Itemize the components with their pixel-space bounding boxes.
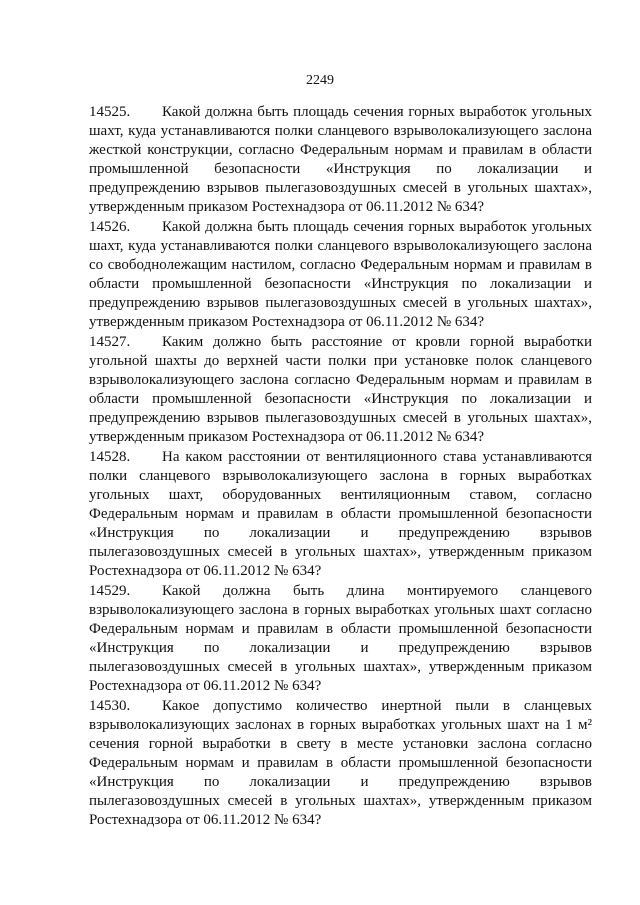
question-14526 xyxy=(89,218,592,332)
question-14528 xyxy=(89,448,592,581)
question-text: Какой должна быть площадь сечения горных выработок угольных шахт, куда устанавливаются полки сланцевого взрыволокализующего заслона жесткой конструкции, согласно Федеральным нормам и правилам в области промышленной безопасности «Инструкция по локализации и предупреждению взрывов пылегазовоздушных смесей в угольных шахтах», утвержденным приказом Ростехнадзора от 06.11.2012 № 634? xyxy=(89,104,592,215)
question-14525 xyxy=(89,103,592,217)
question-number: 14527. xyxy=(89,334,131,350)
question-number: 14529. xyxy=(89,583,131,599)
question-number: 14525. xyxy=(89,104,131,120)
question-text: На каком расстоянии от вентиляционного става устанавливаются полки сланцевого взрыволокализующего заслона в горных выработках угольных шахт, оборудованных вентиляционным ставом, согласно Федеральным нормам и правилам в области промышленной безопасности «Инструкция по локализации и предупреждению взрывов пылегазовоздушных смесей в угольных шахтах», утвержденным приказом Ростехнадзора от 06.11.2012 № 634? xyxy=(89,449,592,579)
question-14529 xyxy=(89,582,592,696)
page-number: 2249 xyxy=(306,73,334,88)
question-14527 xyxy=(89,333,592,447)
question-14530 xyxy=(89,697,592,830)
question-number: 14528. xyxy=(89,449,131,465)
question-number: 14530. xyxy=(89,698,131,714)
question-text: Какой должна быть длина монтируемого сланцевого взрыволокализующего заслона в горных выработках угольных шахт согласно Федеральным нормам и правилам в области промышленной безопасности «Инструкция по локализации и предупреждению взрывов пылегазовоздушных смесей в угольных шахтах», утвержденным приказом Ростехнадзора от 06.11.2012 № 634? xyxy=(89,583,592,694)
question-number: 14526. xyxy=(89,219,131,235)
question-text: Какое допустимо количество инертной пыли в сланцевых взрыволокализующих заслонах в горных выработках угольных шахт на 1 м² сечения горной выработки в свету в месте установки заслона согласно Федеральным нормам и правилам в области промышленной безопасности «Инструкция по локализации и предупреждению взрывов пылегазовоздушных смесей в угольных шахтах», утвержденным приказом Ростехнадзора от 06.11.2012 № 634? xyxy=(89,698,592,828)
question-text: Каким должно быть расстояние от кровли горной выработки угольной шахты до верхней части полки при установке полок сланцевого взрыволокализующего заслона согласно Федеральным нормам и правилам в области промышленной безопасности «Инструкция по локализации и предупреждению взрывов пылегазовоздушных смесей в угольных шахтах», утвержденным приказом Ростехнадзора от 06.11.2012 № 634? xyxy=(89,334,592,445)
question-text: Какой должна быть площадь сечения горных выработок угольных шахт, куда устанавливаются полки сланцевого взрыволокализующего заслона со свободнолежащим настилом, согласно Федеральным нормам и правилам в области промышленной безопасности «Инструкция по локализации и предупреждению взрывов пылегазовоздушных смесей в угольных шахтах», утвержденным приказом Ростехнадзора от 06.11.2012 № 634? xyxy=(89,219,592,330)
questions-list xyxy=(89,103,592,831)
